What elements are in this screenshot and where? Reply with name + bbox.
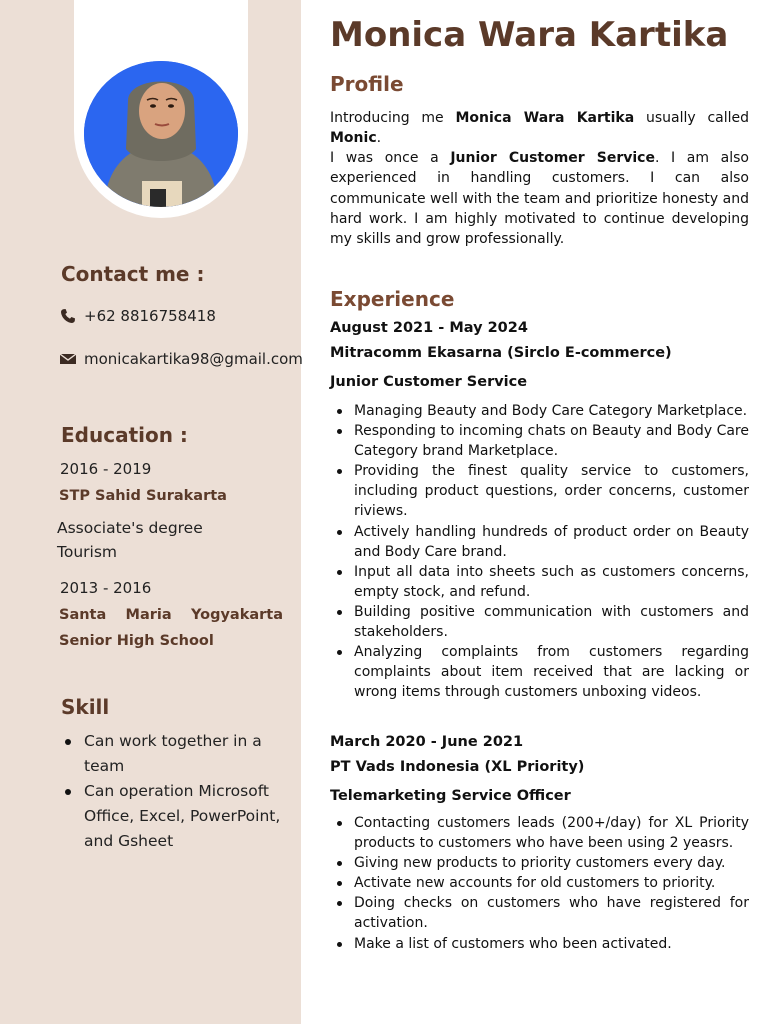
education-heading: Education : (61, 423, 188, 447)
list-item: Contacting customers leads (200+/day) for XL Priority products to customers who have been using 2 yeasrs. (330, 813, 749, 853)
education-years: 2016 - 2019 (60, 460, 152, 478)
skill-item: Can work together in a team (62, 729, 287, 779)
envelope-icon (60, 351, 76, 367)
profile-intro: Introducing me Monica Wara Kartika usually called Monic. (330, 110, 750, 147)
list-item: Activate new accounts for old customers to priority. (330, 873, 749, 893)
job-company: PT Vads Indonesia (XL Priority) (330, 759, 585, 775)
candidate-name: Monica Wara Kartika (330, 15, 729, 55)
job-bullets (330, 813, 749, 954)
profile-photo-illustration (84, 61, 238, 207)
education-degree: Associate's degree Tourism (57, 519, 203, 561)
contact-phone (60, 307, 216, 325)
list-item: Responding to incoming chats on Beauty and Body Care Category brand Marketplace. (330, 421, 749, 461)
list-item: Managing Beauty and Body Care Category Marketplace. (330, 401, 749, 421)
profile-heading: Profile (330, 72, 404, 96)
skill-item: Can operation Microsoft Office, Excel, PowerPoint, and Gsheet (62, 779, 287, 854)
list-item: Actively handling hundreds of product order on Beauty and Body Care brand. (330, 522, 749, 562)
profile-body-role: Junior Customer Service (450, 150, 655, 166)
phone-number[interactable]: +62 8816758418 (84, 307, 216, 325)
job-role: Telemarketing Service Officer (330, 788, 571, 804)
job-bullets (330, 401, 749, 702)
email-address[interactable]: monicakartika98@gmail.com (84, 350, 303, 368)
job-role: Junior Customer Service (330, 374, 528, 390)
job-dates: August 2021 - May 2024 (330, 320, 528, 336)
profile-intro-nick: Monic (330, 130, 377, 147)
list-item: Input all data into sheets such as customers concerns, empty stock, and refund. (330, 562, 749, 602)
list-item: Giving new products to priority customers every day. (330, 853, 749, 873)
job-dates: March 2020 - June 2021 (330, 734, 524, 750)
contact-heading: Contact me : (61, 262, 205, 286)
education-school: Santa Maria Yogyakarta Senior High School (59, 607, 283, 649)
profile-photo (84, 61, 238, 207)
list-item: Building positive communication with customers and stakeholders. (330, 602, 749, 642)
list-item: Analyzing complaints from customers regarding complaints about item received that are lacking or wrong items through customers unboxing videos. (330, 642, 749, 702)
education-school: STP Sahid Surakarta (59, 488, 227, 504)
contact-email (60, 350, 303, 368)
profile-body: I was once a Junior Customer Service. I am also experienced in handling customers. I can also communicate well with the team and prioritize honesty and hard work. I am highly motivated to continue developing my skills and grow professionally. (330, 150, 749, 248)
skill-list (62, 729, 287, 854)
list-item: Doing checks on customers who have registered for activation. (330, 893, 749, 933)
sidebar (0, 0, 301, 1024)
phone-icon (60, 308, 76, 324)
list-item: Make a list of customers who been activated. (330, 934, 749, 954)
skill-heading: Skill (61, 695, 110, 719)
job-company: Mitracomm Ekasarna (Sirclo E-commerce) (330, 345, 672, 361)
list-item: Providing the finest quality service to customers, including product questions, order concerns, customer riviews. (330, 461, 749, 521)
profile-intro-name: Monica Wara Kartika (455, 110, 635, 126)
education-years: 2013 - 2016 (60, 579, 152, 597)
experience-heading: Experience (330, 287, 455, 311)
